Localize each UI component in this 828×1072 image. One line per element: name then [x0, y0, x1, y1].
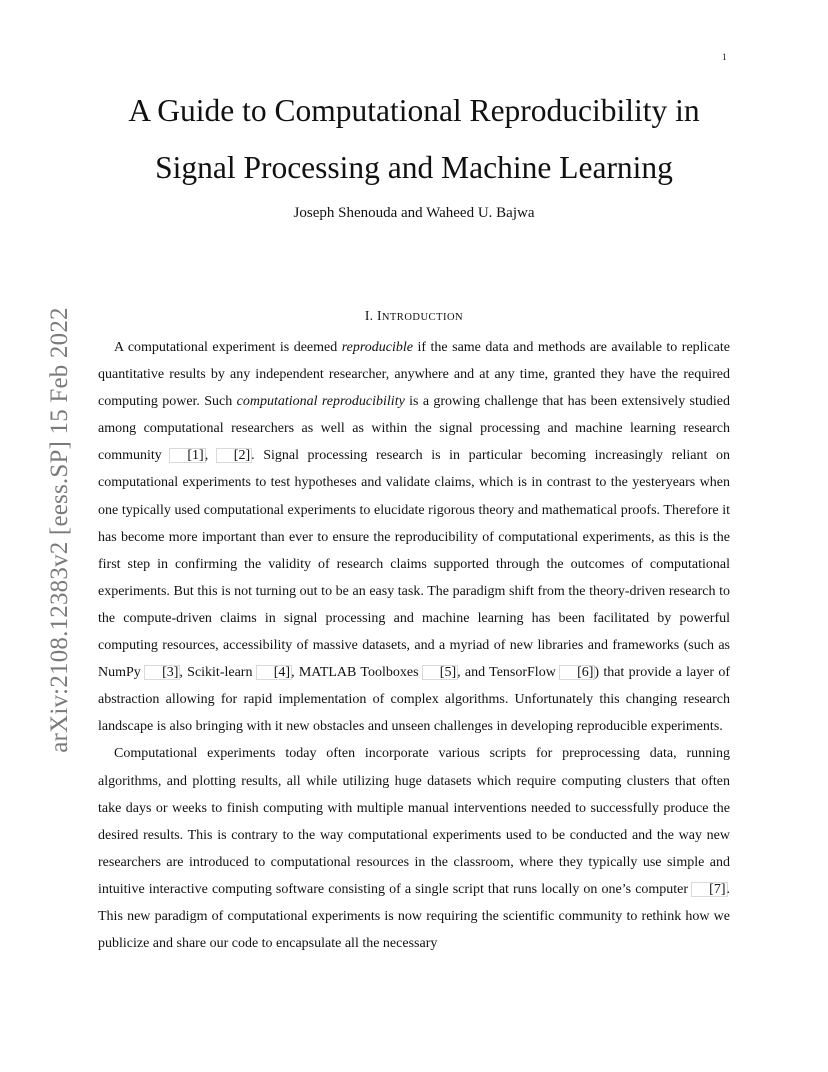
emphasis-computational-reproducibility: computational reproducibility: [236, 394, 405, 410]
text-run: , and TensorFlow: [457, 665, 561, 681]
text-run: , Scikit-learn: [179, 665, 257, 681]
citation-link[interactable]: [4]: [256, 665, 292, 680]
arxiv-identifier-stamp[interactable]: arXiv:2108.12383v2 [eess.SP] 15 Feb 2022: [46, 307, 73, 753]
author-list: Joseph Shenouda and Waheed U. Bajwa: [293, 205, 535, 221]
page-number: 1: [722, 52, 727, 62]
text-run: if the same data and methods are available to replicate quantitative results by any independent researcher, anywhere and at any time, granted they have the required computing power. Such: [98, 340, 730, 410]
paper-title: A Guide to Computational Reproducibility in Signal Processing and Machine Learning: [128, 93, 700, 185]
section-title-smallcaps: NTRODUCTION: [381, 312, 464, 323]
section-number: I.: [364, 308, 378, 323]
text-run: is a growing challenge that has been extensively studied among computational researchers as well as within the signal processing and machine learning research community: [98, 394, 730, 464]
section-heading-introduction: [98, 308, 730, 324]
text-run: Computational experiments today often incorporate various scripts for preprocessing data, running algorithms, and plotting results, all while utilizing huge datasets which require computing clusters that often take days or weeks to finish computing with multiple manual interventions needed to successfully produce the desired results. This is contrary to the way computational experiments used to be conducted and the way new researchers are introduced to computational resources in the classroom, where they typically use simple and intuitive interactive computing software consisting of a single script that runs locally on one’s computer: [98, 746, 730, 897]
text-run: . This new paradigm of computational experiments is now requiring the scientific community to rethink how we publicize and share our code to encapsulate all the necessary: [98, 881, 730, 952]
text-run: . Signal processing research is in particular becoming increasingly reliant on computational experiments to test hypotheses and validate claims, which is in contrast to the yesteryears when one typically used computational experiments to elucidate rigorous theory and mathematical proofs. Therefore it has become more important than ever to ensure the reproducibility of computational experiments, as this is the first step in confirming the validity of research claims supported through the outcomes of computational experiments. But this is not turning out to be an easy task. The paradigm shift from the theory-driven research to the compute-driven claims in signal processing and machine learning has been facilitated by powerful computing resources, accessibility of massive datasets, and a myriad of new libraries and frameworks (such as NumPy: [98, 448, 730, 681]
body-text: [98, 334, 730, 957]
text-run: A computational experiment is deemed: [114, 340, 342, 355]
citation-link[interactable]: [5]: [422, 665, 458, 680]
section-initial: I: [377, 308, 382, 323]
citation-link[interactable]: [6]: [559, 665, 595, 680]
citation-link[interactable]: [1]: [169, 448, 205, 463]
text-run: ,: [204, 448, 217, 464]
citation-link[interactable]: [2]: [216, 448, 252, 463]
emphasis-reproducible: reproducible: [341, 340, 413, 355]
text-run: , MATLAB Toolboxes: [291, 665, 423, 681]
citation-link[interactable]: [7]: [691, 882, 727, 897]
paragraph-1: [98, 334, 730, 740]
text-run: ) that provide a layer of abstraction allowing for rapid implementation of complex algorithms. Unfortunately this changing research landscape is also bringing with it new obstacles and unseen challenges in developing reproducible experiments.: [98, 665, 731, 735]
paragraph-2: [98, 740, 730, 957]
citation-link[interactable]: [3]: [144, 665, 180, 680]
